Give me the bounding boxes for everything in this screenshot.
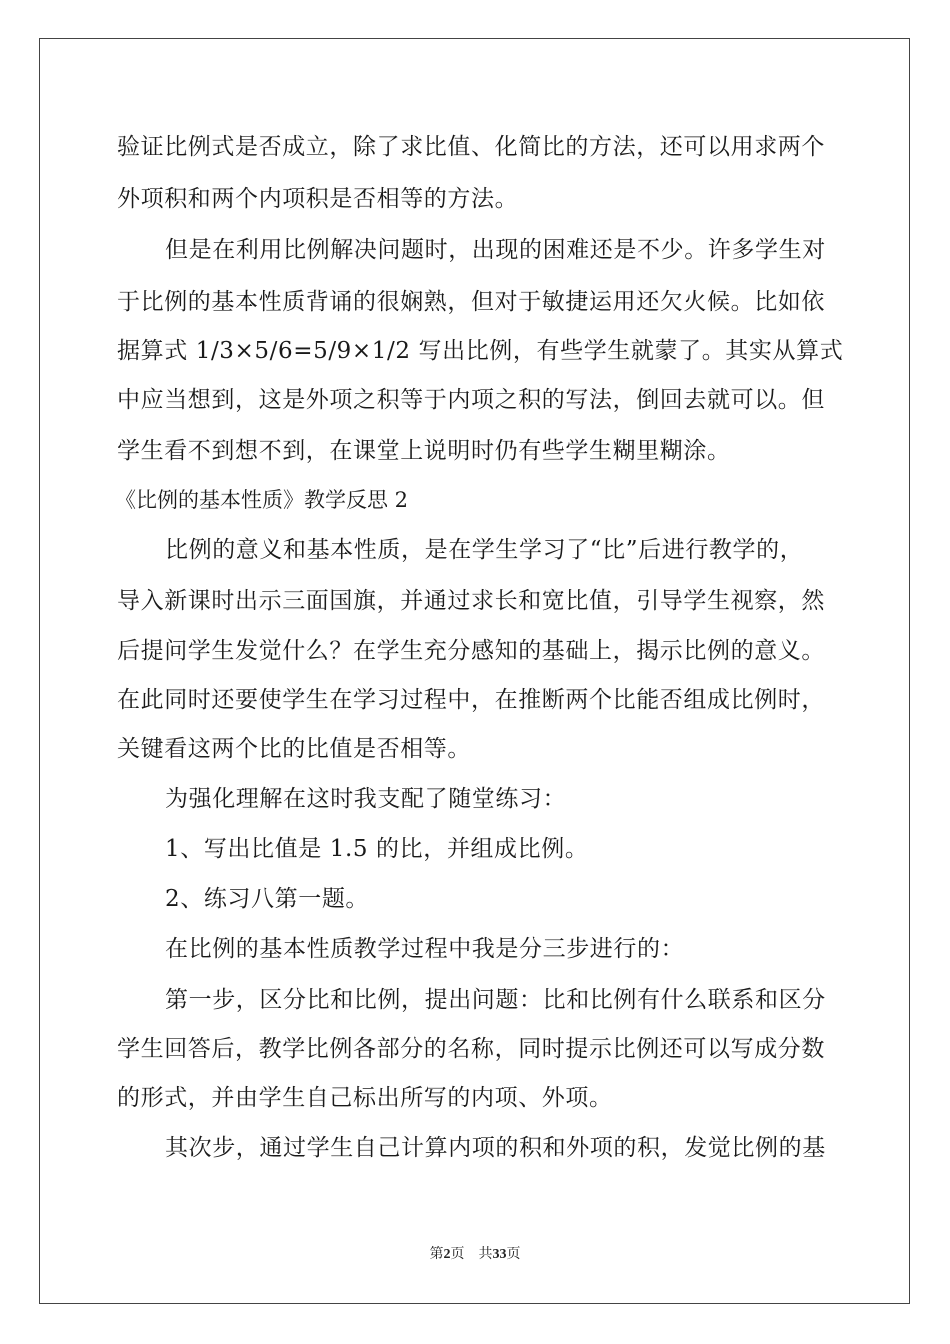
text-line: 于比例的基本性质背诵的很娴熟，但对于敏捷运用还欠火候。比如依: [117, 289, 825, 315]
text-line: 验证比例式是否成立，除了求比值、化简比的方法，还可以用求两个: [117, 134, 825, 160]
text-line: 学生回答后，教学比例各部分的名称，同时提示比例还可以写成分数: [117, 1036, 825, 1062]
text-line: 第一步，区分比和比例，提出问题：比和比例有什么联系和区分: [165, 987, 826, 1013]
text-line: 学生看不到想不到，在课堂上说明时仍有些学生糊里糊涂。: [117, 438, 731, 464]
text-line: 的形式，并由学生自己标出所写的内项、外项。: [117, 1085, 613, 1111]
text-line: 导入新课时出示三面国旗，并通过求长和宽比值，引导学生视察，然: [117, 588, 825, 614]
text-line: 其次步，通过学生自己计算内项的积和外项的积，发觉比例的基: [165, 1135, 826, 1161]
text-line: 外项积和两个内项积是否相等的方法。: [117, 186, 519, 212]
page-total: 33: [492, 1247, 507, 1262]
text-line: 中应当想到，这是外项之积等于内项之积的写法，倒回去就可以。但: [117, 387, 825, 413]
text-line: 在此同时还要使学生在学习过程中，在推断两个比能否组成比例时，: [117, 687, 825, 713]
page-unit: 页: [450, 1247, 465, 1262]
list-item: 2、练习八第一题。: [165, 886, 370, 912]
text-line: 为强化理解在这时我支配了随堂练习：: [165, 786, 567, 812]
total-unit: 页: [506, 1247, 521, 1262]
text-line: 关键看这两个比的比值是否相等。: [117, 736, 471, 762]
text-line: 比例的意义和基本性质，是在学生学习了“比”后进行教学的，: [165, 537, 804, 563]
list-item: 1、写出比值是 1.5 的比，并组成比例。: [165, 836, 589, 862]
page-footer: [0, 1246, 950, 1264]
text-line: 据算式 1/3×5/6=5/9×1/2 写出比例，有些学生就蒙了。其实从算式: [117, 338, 844, 364]
text-line: 但是在利用比例解决问题时，出现的困难还是不少。许多学生对: [165, 237, 826, 263]
total-prefix: 共: [478, 1247, 493, 1262]
page-prefix: 第: [429, 1247, 444, 1262]
text-line: 后提问学生发觉什么？在学生充分感知的基础上，揭示比例的意义。: [117, 638, 825, 664]
page-current: 2: [443, 1247, 451, 1262]
page-border: [39, 38, 910, 1304]
text-line: 在比例的基本性质教学过程中我是分三步进行的：: [165, 936, 685, 962]
section-heading: 《比例的基本性质》教学反思 2: [115, 488, 409, 512]
